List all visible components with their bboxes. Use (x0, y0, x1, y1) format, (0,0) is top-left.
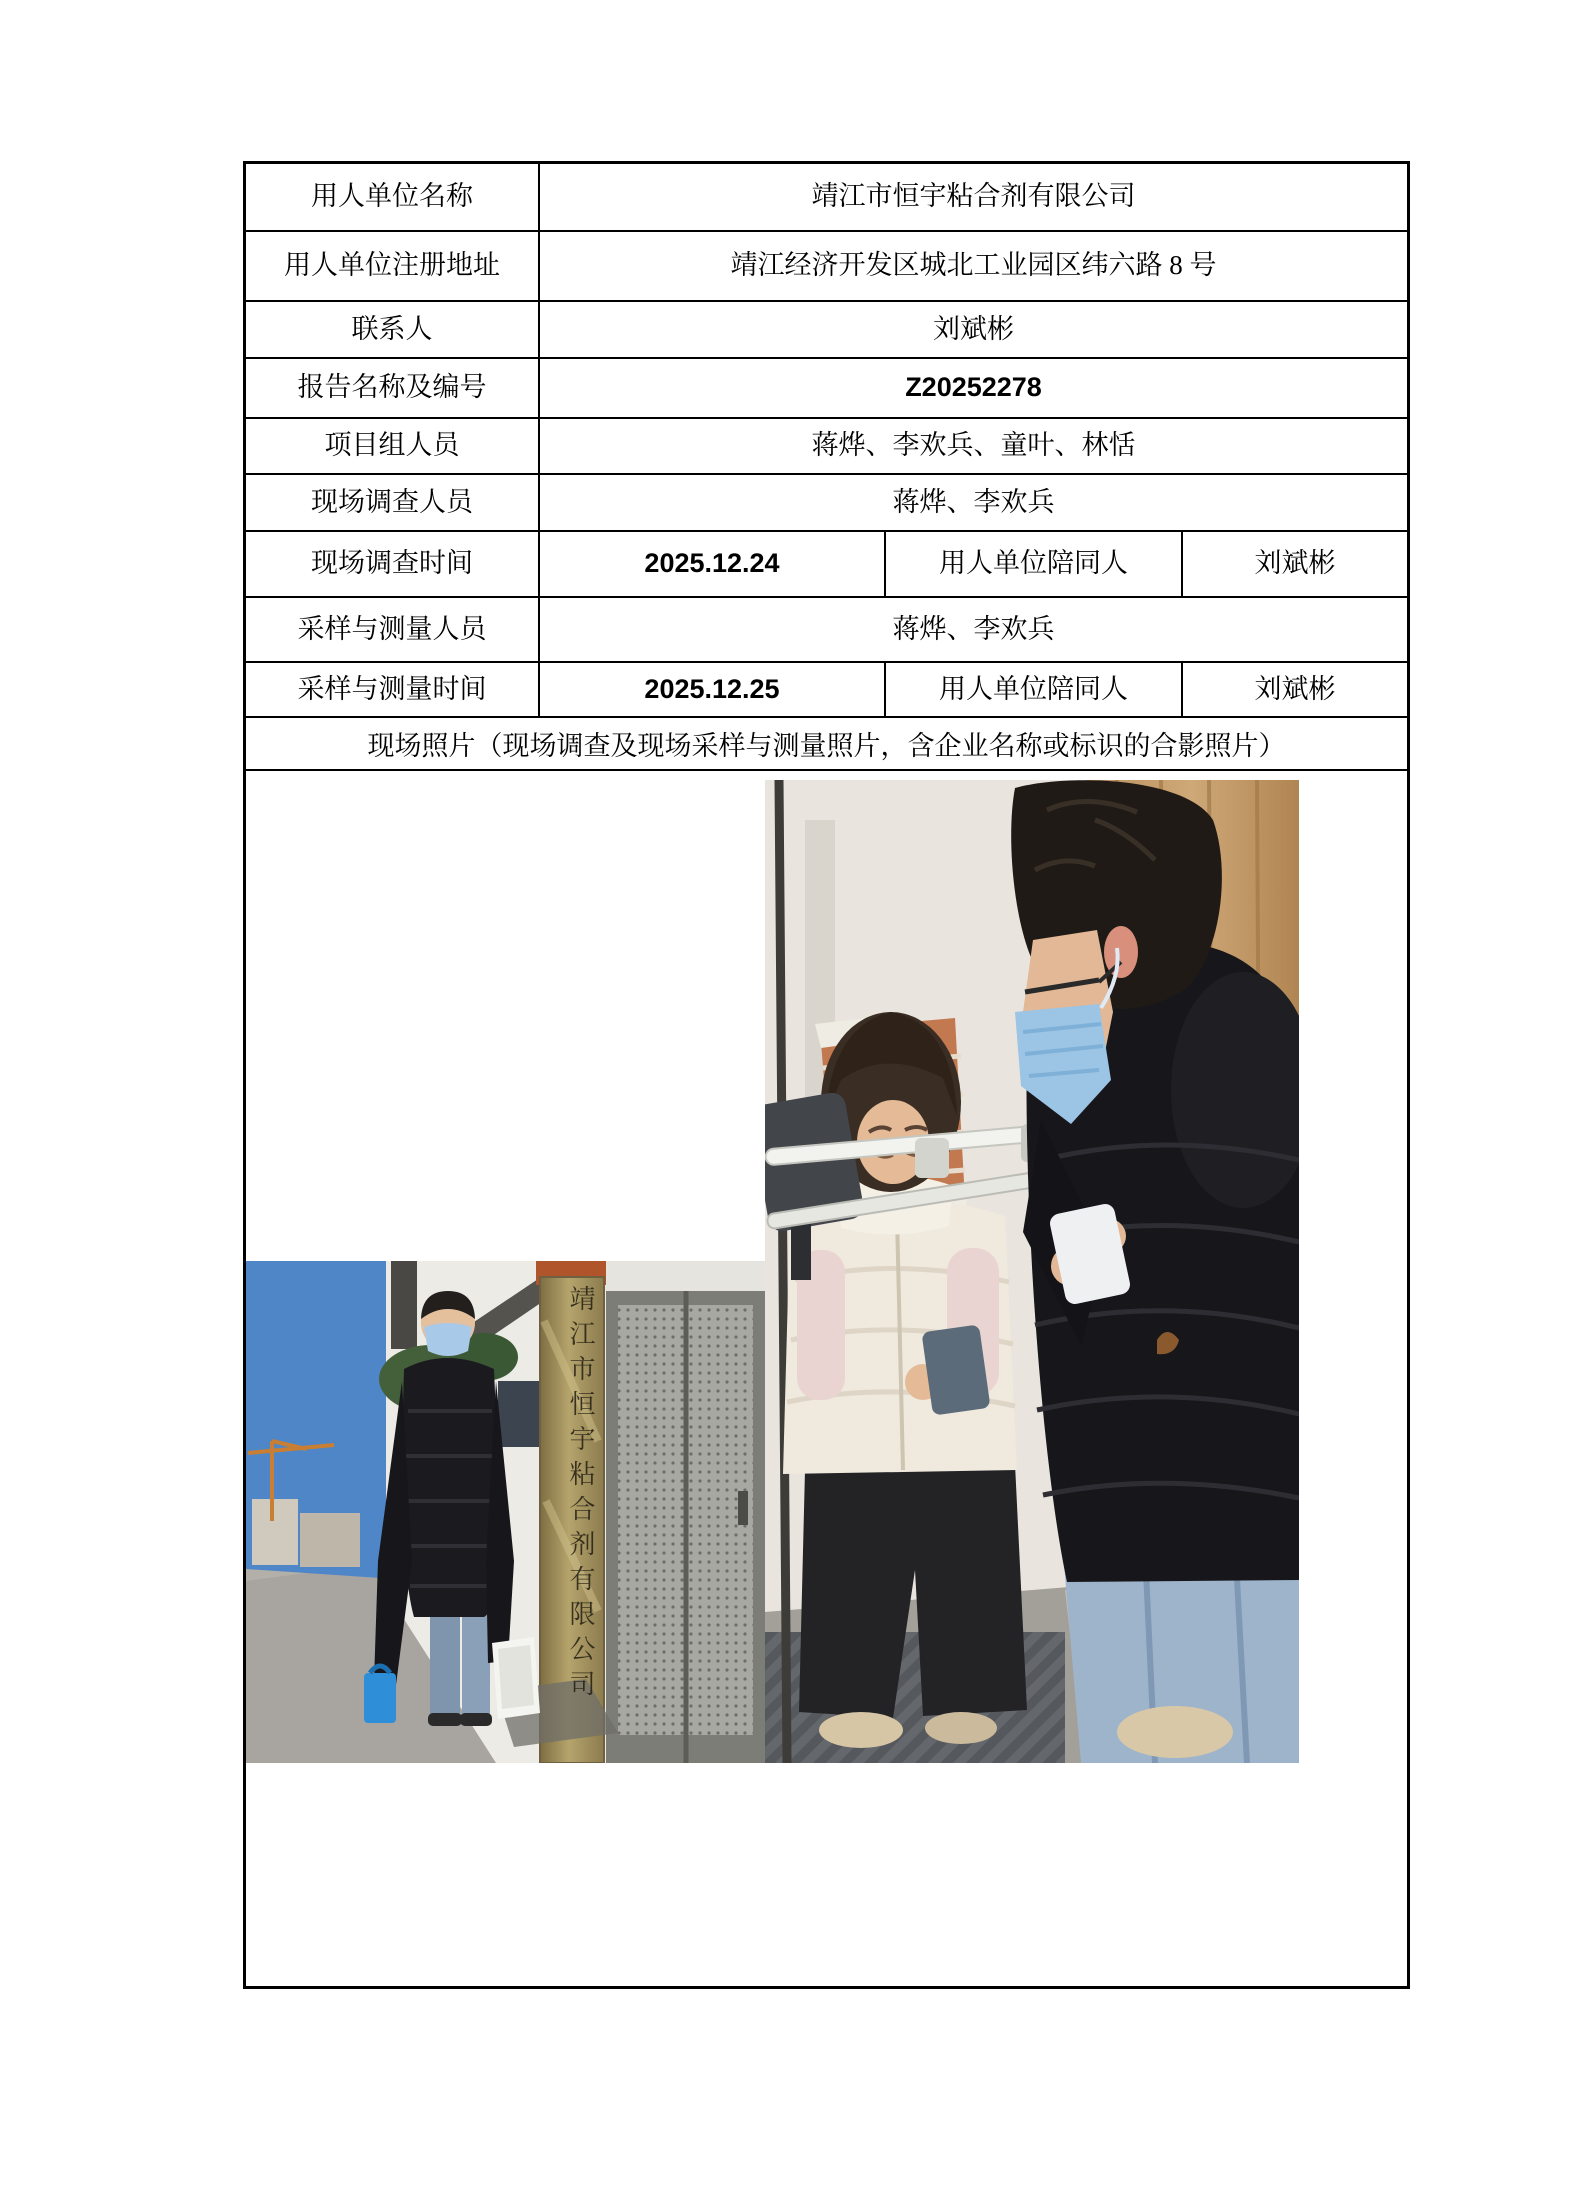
jeans (430, 1603, 460, 1719)
site-survey-date-label: 现场调查时间 (246, 532, 540, 596)
photo-caption-row: 现场照片（现场调查及现场采样与测量照片，含企业名称或标识的合影照片） (246, 718, 1407, 771)
sampling-staff-label: 采样与测量人员 (246, 598, 540, 661)
sampling-instrument (364, 1673, 396, 1723)
site-survey-staff-value: 蒋烨、李欢兵 (892, 486, 1055, 517)
sampling-date-label: 采样与测量时间 (246, 663, 540, 716)
site-entrance-photo-graphic (246, 1261, 765, 1763)
sampling-staff-value: 蒋烨、李欢兵 (892, 613, 1055, 644)
sampling-scene-photo (765, 780, 1299, 1763)
site-photos-cell (246, 771, 1407, 1986)
contact-person-label: 联系人 (246, 302, 540, 357)
sampling-date-value: 2025.12.25 (540, 663, 886, 716)
window (498, 1381, 542, 1447)
shoe (819, 1712, 903, 1748)
sampling-escort-name: 刘斌彬 (1254, 673, 1336, 704)
chimney (391, 1261, 417, 1349)
contact-person-value: 刘斌彬 (933, 313, 1014, 344)
sampling-escort-label: 用人单位陪同人 (886, 663, 1183, 716)
signboard-text: 靖江市恒宇粘合剂有限公司 (566, 1285, 595, 1705)
face-mask (424, 1323, 472, 1356)
report-number-label: 报告名称及编号 (246, 359, 540, 417)
table-row (246, 359, 1407, 419)
table-row (246, 232, 1407, 302)
shoe (925, 1712, 997, 1744)
table-row (246, 302, 1407, 359)
table-row (246, 419, 1407, 475)
pole-joint (915, 1138, 949, 1178)
survey-escort-label: 用人单位陪同人 (886, 532, 1183, 596)
site-survey-staff-label: 现场调查人员 (246, 475, 540, 530)
boot (1117, 1706, 1233, 1758)
site-survey-date-value: 2025.12.24 (540, 532, 886, 596)
employer-address-label: 用人单位注册地址 (246, 232, 540, 300)
report-number-value: Z20252278 (905, 372, 1042, 403)
table-row (246, 663, 1407, 718)
shoe (460, 1713, 492, 1726)
employer-name-value: 靖江市恒宇粘合剂有限公司 (811, 181, 1136, 212)
survey-info-table (243, 161, 1410, 1989)
site-entrance-photo (246, 1261, 765, 1763)
project-team-label: 项目组人员 (246, 419, 540, 473)
project-team-value: 蒋烨、李欢兵、童叶、林恬 (811, 430, 1136, 461)
black-jacket (402, 1358, 500, 1617)
employer-address-value: 靖江经济开发区城北工业园区纬六路 8 号 (730, 250, 1217, 281)
table-row (246, 475, 1407, 532)
distant-buildings (252, 1499, 298, 1565)
gate-handle (738, 1491, 748, 1525)
sampling-scene-graphic (765, 780, 1299, 1763)
table-row (246, 598, 1407, 663)
survey-escort-name: 刘斌彬 (1254, 548, 1336, 579)
table-row (246, 164, 1407, 232)
shoe (428, 1713, 462, 1726)
employer-name-label: 用人单位名称 (246, 164, 540, 230)
handheld-device (921, 1324, 990, 1415)
table-row (246, 532, 1407, 598)
